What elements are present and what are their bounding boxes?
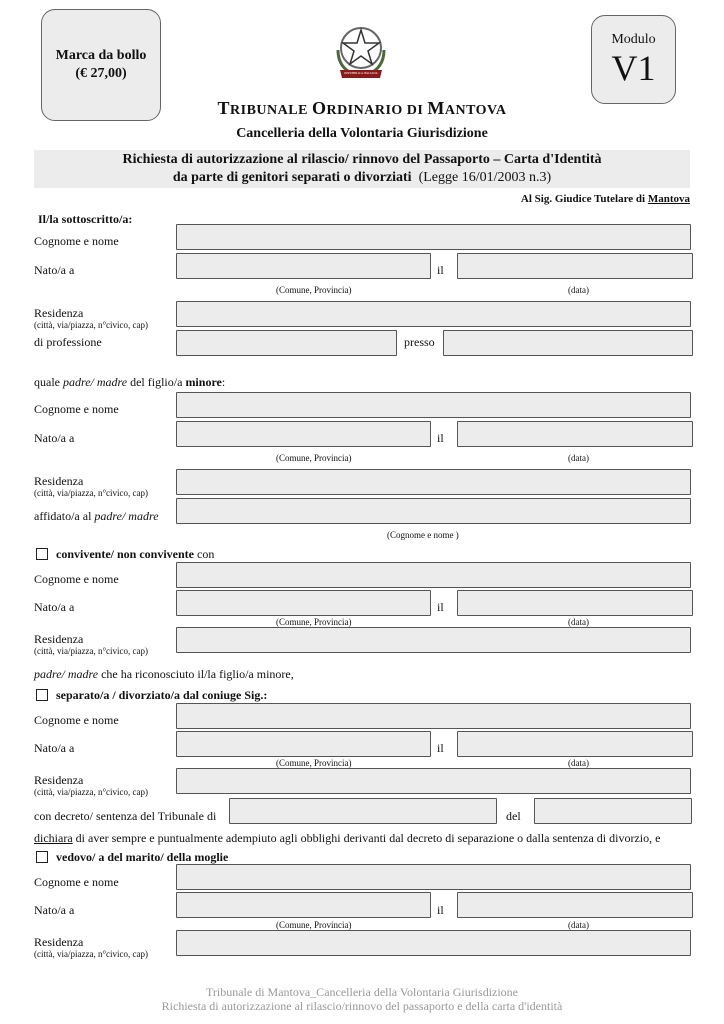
surname-name-hint: (Cognome e nome ) xyxy=(387,530,459,540)
court-subtitle: Cancelleria della Volontaria Giurisdizione xyxy=(236,126,488,141)
separated-label: separato/a / divorziato/a dal coniuge Sig.: xyxy=(56,688,268,702)
cohabitant-surname-name-field[interactable] xyxy=(176,562,691,588)
cohabiting-label xyxy=(56,547,214,561)
born-label: Nato/a a xyxy=(34,431,75,445)
title-part1: RIBUNALE xyxy=(230,103,312,118)
italian-republic-emblem xyxy=(330,20,392,84)
recognized-normal: che ha riconosciuto il/la figlio/a minore, xyxy=(98,667,294,681)
title-part3: ANTOVA xyxy=(444,103,507,118)
on-label: il xyxy=(437,431,444,445)
cohabitant-birthdate-field[interactable] xyxy=(457,590,693,616)
comune-hint: (Comune, Provincia) xyxy=(276,285,352,295)
comune-hint: (Comune, Provincia) xyxy=(276,617,352,627)
date-hint: (data) xyxy=(568,453,589,463)
born-label: Nato/a a xyxy=(34,903,75,917)
residence-label: Residenza xyxy=(34,474,84,488)
residence-hint: (città, via/piazza, n°civico, cap) xyxy=(34,488,149,498)
widowed-checkbox[interactable] xyxy=(36,851,48,863)
title-cap-t: T xyxy=(217,98,231,118)
addressee-city: Mantova xyxy=(647,193,690,205)
date-hint: (data) xyxy=(568,285,589,295)
addressee-prefix: Al Sig. Giudice Tutelare di xyxy=(520,193,648,205)
spouse-surname-name-field[interactable] xyxy=(176,703,691,729)
declares-rest: di aver sempre e puntualmente adempiuto agli obblighi derivanti dal decreto di separazione o dalla sentenza di divorzio, e xyxy=(72,831,661,845)
residence-label: Residenza xyxy=(34,632,84,646)
cohabitant-residence-field[interactable] xyxy=(176,627,691,653)
entrusted-italic: padre/ madre xyxy=(94,509,159,523)
minor-surname-name-field[interactable] xyxy=(176,392,691,418)
applicant-surname-name-field[interactable] xyxy=(176,224,691,250)
declaration-line xyxy=(34,831,660,845)
date-hint: (data) xyxy=(568,758,589,768)
applicant-residence-field[interactable] xyxy=(176,301,691,327)
heading-line2-bold: da parte di genitori separati o divorziati xyxy=(172,170,412,185)
applicant-profession-field[interactable] xyxy=(176,330,397,356)
residence-label: Residenza xyxy=(34,306,84,320)
title-cap-m: M xyxy=(427,98,445,118)
minor-birthdate-field[interactable] xyxy=(457,421,693,447)
undersigned-label: Il/la sottoscritto/a: xyxy=(38,212,133,226)
residence-label: Residenza xyxy=(34,935,84,949)
module-label: Modulo xyxy=(611,32,656,47)
stamp-line1: Marca da bollo xyxy=(55,48,147,63)
comune-hint: (Comune, Provincia) xyxy=(276,758,352,768)
date-hint: (data) xyxy=(568,920,589,930)
parent-pre: quale xyxy=(34,375,63,389)
separated-checkbox[interactable] xyxy=(36,689,48,701)
decree-court-field[interactable] xyxy=(229,798,497,824)
decree-label: con decreto/ sentenza del Tribunale di xyxy=(34,809,217,823)
of-label: del xyxy=(506,809,521,823)
deceased-surname-name-field[interactable] xyxy=(176,864,691,890)
residence-hint: (città, via/piazza, n°civico, cap) xyxy=(34,320,149,330)
parent-mid: del figlio/a xyxy=(127,375,186,389)
surname-name-label: Cognome e nome xyxy=(34,713,119,727)
on-label: il xyxy=(437,903,444,917)
deceased-residence-field[interactable] xyxy=(176,930,691,956)
cohabiting-normal: con xyxy=(194,547,215,561)
declares-verb: dichiara xyxy=(34,831,73,845)
residence-hint: (città, via/piazza, n°civico, cap) xyxy=(34,787,149,797)
footer-line2: Richiesta di autorizzazione al rilascio/rinnovo del passaporto e della carta d'identità xyxy=(161,999,563,1013)
on-label: il xyxy=(437,741,444,755)
cohabitant-birthplace-field[interactable] xyxy=(176,590,431,616)
entrusted-parent-field[interactable] xyxy=(176,498,691,524)
form-heading xyxy=(34,150,690,188)
surname-name-label: Cognome e nome xyxy=(34,875,119,889)
comune-hint: (Comune, Provincia) xyxy=(276,920,352,930)
parent-italic: padre/ madre xyxy=(63,375,128,389)
module-box xyxy=(591,15,676,104)
born-label: Nato/a a xyxy=(34,741,75,755)
entrusted-pre: affidato/a al xyxy=(34,509,95,523)
court-title xyxy=(0,98,724,119)
cohabiting-checkbox[interactable] xyxy=(36,548,48,560)
addressee xyxy=(521,192,690,206)
module-code: V1 xyxy=(611,48,656,88)
heading-line2-law: (Legge 16/01/2003 n.3) xyxy=(418,170,552,185)
on-label: il xyxy=(437,600,444,614)
minor-residence-field[interactable] xyxy=(176,469,691,495)
cohabiting-bold: convivente/ non convivente xyxy=(56,547,194,561)
born-label: Nato/a a xyxy=(34,600,75,614)
parent-of-minor-line xyxy=(34,375,225,389)
recognized-line xyxy=(34,667,294,681)
spouse-birthdate-field[interactable] xyxy=(457,731,693,757)
deceased-birthdate-field[interactable] xyxy=(457,892,693,918)
surname-name-label: Cognome e nome xyxy=(34,234,119,248)
date-hint: (data) xyxy=(568,617,589,627)
at-label: presso xyxy=(404,335,435,349)
deceased-birthplace-field[interactable] xyxy=(176,892,431,918)
residence-label: Residenza xyxy=(34,773,84,787)
born-label: Nato/a a xyxy=(34,263,75,277)
parent-minore: minore xyxy=(185,375,222,389)
spouse-residence-field[interactable] xyxy=(176,768,691,794)
comune-hint: (Comune, Provincia) xyxy=(276,453,352,463)
residence-hint: (città, via/piazza, n°civico, cap) xyxy=(34,949,149,959)
title-part2: RDINARIO DI xyxy=(326,103,428,118)
title-cap-o: O xyxy=(311,98,327,118)
on-label: il xyxy=(437,263,444,277)
spouse-birthplace-field[interactable] xyxy=(176,731,431,757)
applicant-birthplace-field[interactable] xyxy=(176,253,431,279)
heading-line1: Richiesta di autorizzazione al rilascio/ rinnovo del Passaporto – Carta d'Identità xyxy=(122,152,602,167)
profession-label: di professione xyxy=(34,335,102,349)
heading-line2 xyxy=(34,170,690,186)
parent-post: : xyxy=(221,375,226,389)
entrusted-label xyxy=(34,509,159,523)
surname-name-label: Cognome e nome xyxy=(34,572,119,586)
recognized-italic: padre/ madre xyxy=(34,667,99,681)
stamp-line2: (€ 27,00) xyxy=(75,66,127,81)
surname-name-label: Cognome e nome xyxy=(34,402,119,416)
applicant-employer-field[interactable] xyxy=(443,330,693,356)
residence-hint: (città, via/piazza, n°civico, cap) xyxy=(34,646,149,656)
widowed-label: vedovo/ a del marito/ della moglie xyxy=(56,850,229,864)
emblem-ribbon-text: REPUBBLICA ITALIANA xyxy=(344,71,378,75)
footer-line1: Tribunale di Mantova_Cancelleria della Volontaria Giurisdizione xyxy=(205,985,519,999)
minor-birthplace-field[interactable] xyxy=(176,421,431,447)
decree-date-field[interactable] xyxy=(534,798,692,824)
applicant-birthdate-field[interactable] xyxy=(457,253,693,279)
